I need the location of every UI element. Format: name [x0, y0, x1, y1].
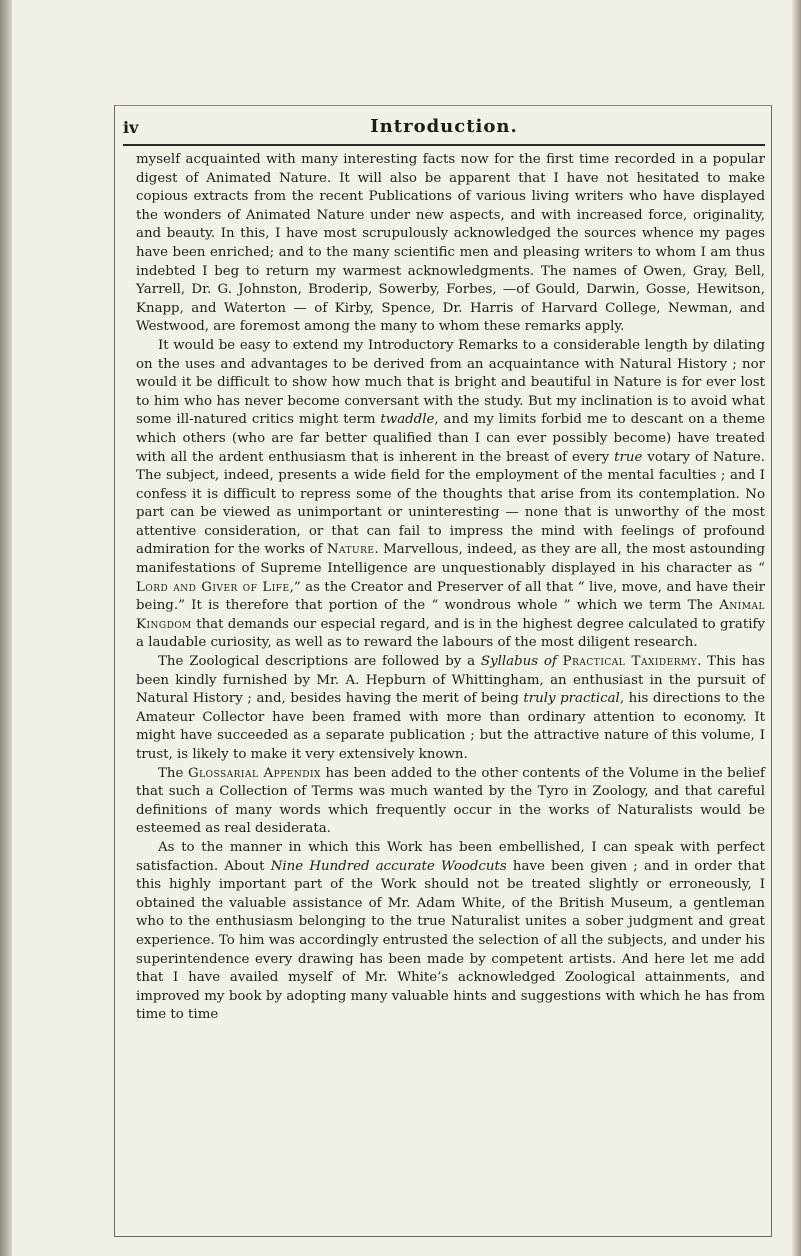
text-run: that demands our especial regard, and is in the highest degree calculated to gratify a laudable curiosity, as well as to reward the labours of the most diligent research. — [136, 616, 765, 651]
paragraph — [136, 337, 765, 653]
text-run: , his directions to the Amateur Collector have been framed with more than ordinary attention to economy. It might have succeeded as a separate publication ; but the attractive nature of this volume, I trust, is likely to make it very extensively known. — [136, 691, 765, 762]
paragraph — [136, 151, 765, 337]
text-run: . This has been kindly furnished by Mr. A. Hepburn of Whittingham, an enthusiast in the pursuit of Natural History ; and, besides having the merit of being — [136, 654, 765, 707]
page-edge-shadow — [792, 0, 801, 1256]
small-caps-run: Practical Taxidermy — [562, 654, 698, 670]
small-caps-run: Lord and Giver of Life — [136, 579, 290, 595]
small-caps-run: Glossarial Appendix — [187, 765, 321, 781]
small-caps-run: Animal Kingdom — [136, 598, 765, 632]
text-run: The — [158, 765, 188, 781]
italic-run: true — [614, 449, 643, 465]
body-text — [136, 151, 765, 1025]
text-run: has been added to the other contents of the Volume in the belief that such a Collection of Terms was much wanted by the Tyro in Zoology, and that careful definitions of many words which frequently occur in the works of Naturalists would be esteemed as real desiderata. — [136, 765, 765, 837]
paragraph — [136, 653, 765, 765]
italic-run: Nine Hundred accurate Woodcuts — [270, 858, 507, 874]
text-run: votary of Nature. The subject, indeed, presents a wide field for the employment of the mental faculties ; and I confess it is difficult to repress some of the thoughts that arise from its contemplation. No part can be viewed as unimportant or uninteresting — none that is unworthy of the most attentive consideration, or that can fail to impress the mind with feelings of profound admiration for the works of — [136, 449, 765, 558]
running-head: Introduction. — [370, 116, 518, 137]
italic-run: Syllabus of — [480, 654, 557, 670]
text-run: , and my limits forbid me to descant on a theme which others (who are far better qualified than I can ever possibly become) have treated with all the ardent enthusiasm that is inherent in the breast of every — [136, 412, 765, 465]
text-run: It would be easy to extend my Introductory Remarks to a considerable length by dilating on the uses and advantages to be derived from an acquaintance with Natural History ; nor would it be difficult to show how much that is bright and beautiful in Nature is for ever lost to him who has never become conversant with the study. But my inclination is to avoid what some ill-natured critics might term — [136, 337, 765, 428]
italic-run: twaddle — [380, 412, 435, 428]
text-run: . Marvellous, indeed, as they are all, the most astounding manifestations of Supreme Intelligence are unquestionably displayed in his character as “ — [136, 542, 765, 577]
text-run: The Zoological descriptions are followed by a — [158, 654, 481, 670]
text-run: have been given ; and in order that this highly important part of the Work should not be treated slightly or erroneously, I obtained the valuable assistance of Mr. Adam White, of the British Museum, a gentleman who to the enthusiasm belonging to the true Naturalist unites a sober judgment and great experience. To him was accordingly entrusted the selection of all the subjects, and under his superintendence every drawing has been made by competent artists. And here let me add that I have availed myself of Mr. White’s acknowledged Zoological attainments, and improved my book by adopting many valuable hints and suggestions with which he has from time to time — [136, 858, 765, 1023]
page-number: iv — [123, 118, 139, 137]
book-gutter-shadow — [0, 0, 12, 1256]
text-run: myself acquainted with many interesting facts now for the first time recorded in a popular digest of Animated Nature. It will also be apparent that I have not hesitated to make copious extracts from the recent Publications of various living writers who have displayed the wonders of Animated Nature under new aspects, and with increased force, originality, and beauty. In this, I have most scrupulously acknowledged the sources whence my pages have been enriched; and to the many scientific men and pleasing writers to whom I am thus indebted I beg to return my warmest acknowledgments. The names of Owen, Gray, Bell, Yarrell, Dr. G. Johnston, Broderip, Sowerby, Forbes, —of Gould, Darwin, Gosse, Hewitson, Knapp, and Waterton — of Kirby, Spence, Dr. Harris of Harvard College, Newman, and Westwood, are foremost among the many to whom these remarks apply. — [136, 152, 765, 335]
paragraph — [136, 765, 765, 839]
text-run: ,” as the Creator and Preserver of all that “ live, move, and have their being.” It is therefore that portion of the “ wondrous whole ” which we term The — [136, 579, 766, 614]
italic-run: truly practical — [523, 691, 620, 707]
small-caps-run: Nature — [326, 542, 375, 558]
page-header — [123, 116, 765, 146]
text-run: As to the manner in which this Work has been embellished, I can speak with perfect satisfaction. About — [136, 839, 765, 874]
paragraph — [136, 839, 765, 1025]
bottom-rule — [114, 1236, 771, 1237]
